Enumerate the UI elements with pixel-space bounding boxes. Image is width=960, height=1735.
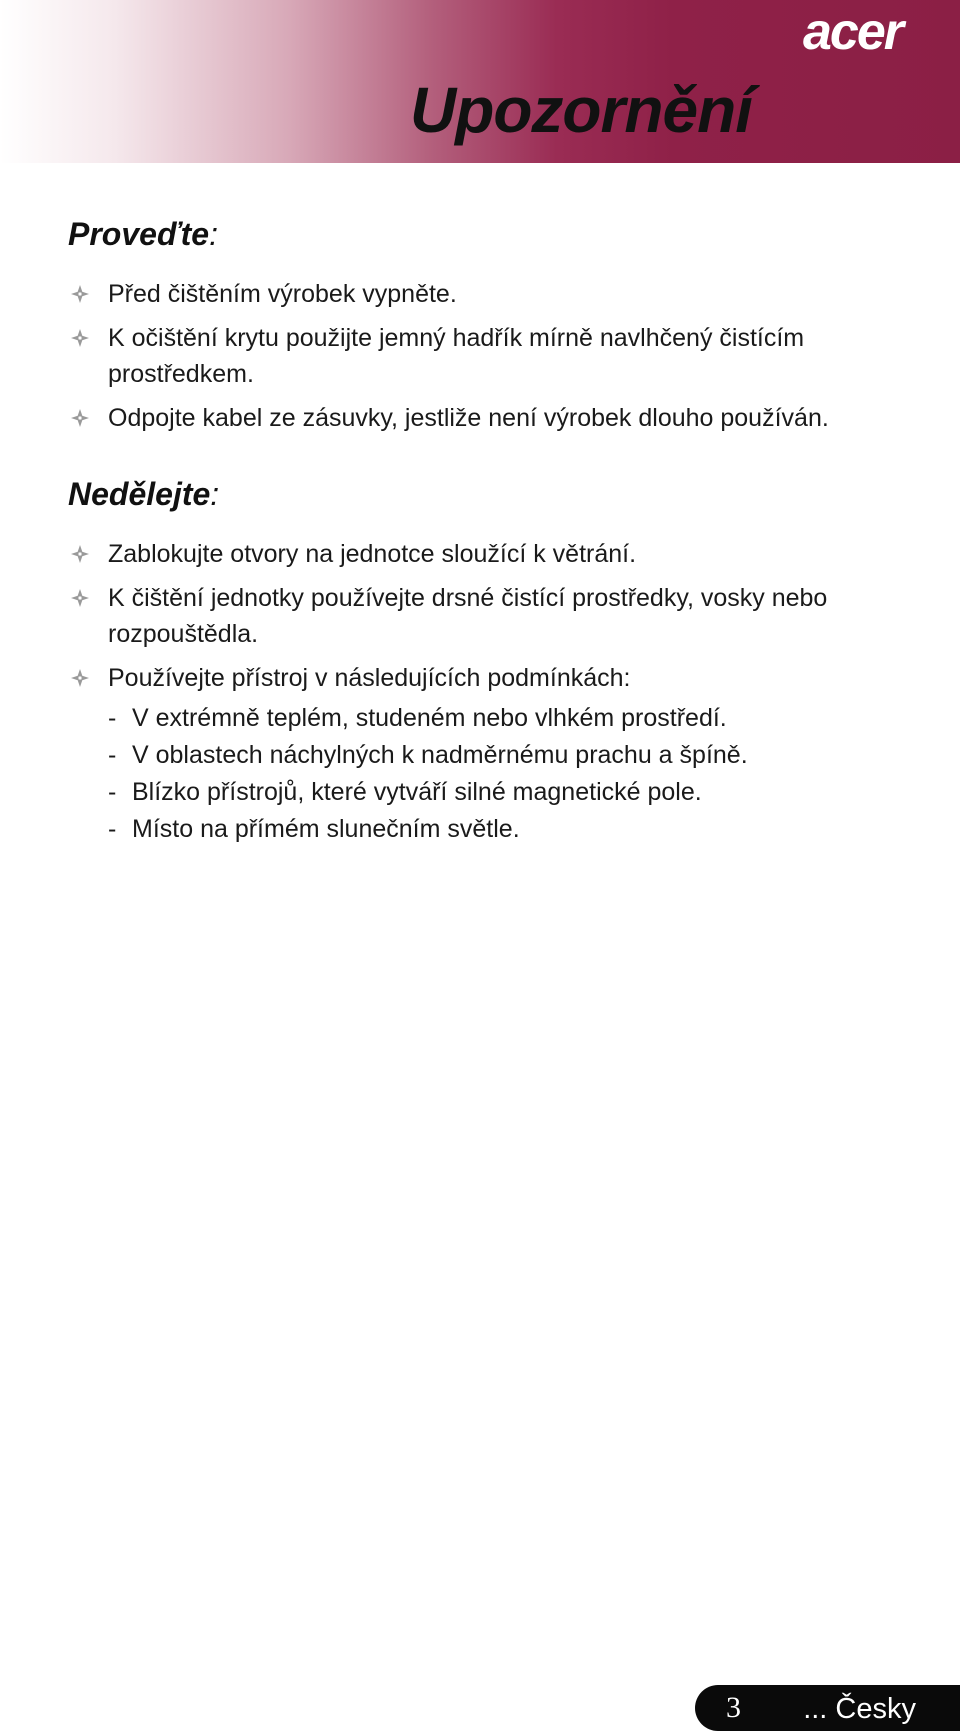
bullet-diamond-icon — [70, 408, 90, 428]
condition-sublist — [108, 700, 908, 847]
bullet-diamond-icon — [70, 668, 90, 688]
bullet-diamond-icon — [70, 284, 90, 304]
sub-list-item: - V oblastech náchylných k nadměrnému prachu a špíně. — [108, 741, 748, 769]
sub-list-item: - Místo na přímém slunečním světle. — [108, 815, 520, 843]
page-header — [0, 0, 960, 163]
acer-logo: acer — [803, 3, 902, 61]
bullet-diamond-icon — [70, 588, 90, 608]
list-item: K očištění krytu použijte jemný hadřík mírně navlhčený čistícím prostředkem. — [68, 320, 908, 392]
section-heading-dont: Nedělejte: — [68, 476, 220, 512]
list-item: Před čištěním výrobek vypněte. — [68, 276, 908, 312]
sub-list-item: - Blízko přístrojů, které vytváří silné magnetické pole. — [108, 778, 702, 806]
language-label: ... Česky — [803, 1693, 916, 1725]
bullet-diamond-icon — [70, 328, 90, 348]
bullet-list-do — [68, 276, 908, 436]
footer-page-tab — [695, 1685, 960, 1731]
section-do — [68, 214, 908, 436]
page-title: Upozornění — [410, 74, 752, 146]
list-item: Odpojte kabel ze zásuvky, jestliže není výrobek dlouho používán. — [68, 400, 908, 436]
list-item: K čištění jednotky používejte drsné čistící prostředky, vosky nebo rozpouštědla. — [68, 580, 908, 652]
list-item: Používejte přístroj v následujících podmínkách: - V extrémně teplém, studeném nebo vlhkém prostředí. - V oblastech náchylných k nadměrnému prachu a špíně. - Blízko přístrojů, které vytváří silné magnetické pole. - Místo na přímém slunečním světle. — [68, 660, 908, 847]
bullet-diamond-icon — [70, 544, 90, 564]
bullet-list-dont — [68, 536, 908, 847]
page-number: 3 — [726, 1691, 741, 1724]
page-content — [68, 214, 908, 885]
section-heading-do: Proveďte: — [68, 216, 218, 252]
section-dont — [68, 474, 908, 847]
sub-list-item: - V extrémně teplém, studeném nebo vlhkém prostředí. — [108, 704, 727, 732]
list-item: Zablokujte otvory na jednotce sloužící k větrání. — [68, 536, 908, 572]
